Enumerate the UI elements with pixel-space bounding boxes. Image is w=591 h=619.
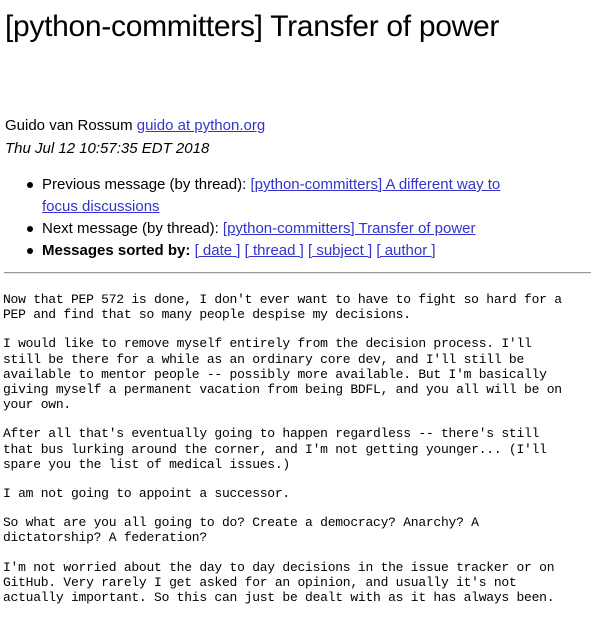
message-line: your own. <box>3 397 71 413</box>
message-navigation <box>42 174 582 262</box>
next-message-item <box>42 218 582 240</box>
message-line: available to mentor people -- possibly more available. But I'm basically <box>3 366 547 382</box>
message-line: I'm not worried about the day to day decisions in the issue tracker or on <box>3 559 555 575</box>
previous-message-link-line2[interactable]: focus discussions <box>42 198 160 215</box>
author-name: Guido van Rossum <box>5 117 133 134</box>
message-line: I am not going to appoint a successor. <box>3 486 290 502</box>
message-line: After all that's eventually going to happen regardless -- there's still <box>3 426 540 442</box>
message-line: dictatorship? A federation? <box>3 530 207 546</box>
divider <box>4 272 591 274</box>
previous-message-item <box>42 174 582 218</box>
message-line: Now that PEP 572 is done, I don't ever want to have to fight so hard for a <box>3 292 562 307</box>
author-block <box>5 114 265 160</box>
message-line: I would like to remove myself entirely from the decision process. I'll <box>3 336 532 352</box>
message-line: PEP and find that so many people despise my decisions. <box>3 307 411 323</box>
sorted-by-label: Messages sorted by: <box>42 242 191 259</box>
sort-by-date-link[interactable]: [ date ] <box>194 242 241 259</box>
next-message-link[interactable]: [python-committers] Transfer of power <box>222 220 476 237</box>
message-line: So what are you all going to do? Create a democracy? Anarchy? A <box>3 515 479 531</box>
previous-message-link-line1[interactable]: [python-committers] A different way to <box>250 176 501 193</box>
message-paragraph <box>3 336 591 412</box>
message-line: still be there for a while as an ordinary core dev, and I'll still be <box>3 351 525 367</box>
message-line: GitHub. Very rarely I get asked for an opinion, and usually it's not <box>3 574 517 590</box>
message-line: giving myself a permanent vacation from being BDFL, and you all will be on <box>3 382 562 398</box>
next-message-label: Next message (by thread): <box>42 220 219 237</box>
page-title: [python-committers] Transfer of power <box>5 10 500 43</box>
message-body <box>3 292 591 619</box>
message-paragraph <box>3 292 591 322</box>
author-email-link[interactable]: guido at python.org <box>136 117 266 134</box>
message-paragraph <box>3 560 591 606</box>
message-paragraph <box>3 426 591 472</box>
message-line: that bus lurking around the corner, and I'm not getting younger... (I'll <box>3 441 547 457</box>
message-paragraph <box>3 486 591 501</box>
sort-by-subject-link[interactable]: [ subject ] <box>307 242 373 259</box>
message-line: spare you the list of medical issues.) <box>3 456 290 472</box>
message-paragraph <box>3 515 591 545</box>
message-line: actually important. So this can just be dealt with as it has always been. <box>3 590 555 606</box>
sort-by-author-link[interactable]: [ author ] <box>376 242 436 259</box>
sorted-by-item <box>42 240 582 262</box>
message-date: Thu Jul 12 10:57:35 EDT 2018 <box>5 140 210 157</box>
sort-by-thread-link[interactable]: [ thread ] <box>244 242 304 259</box>
previous-message-label: Previous message (by thread): <box>42 176 247 193</box>
